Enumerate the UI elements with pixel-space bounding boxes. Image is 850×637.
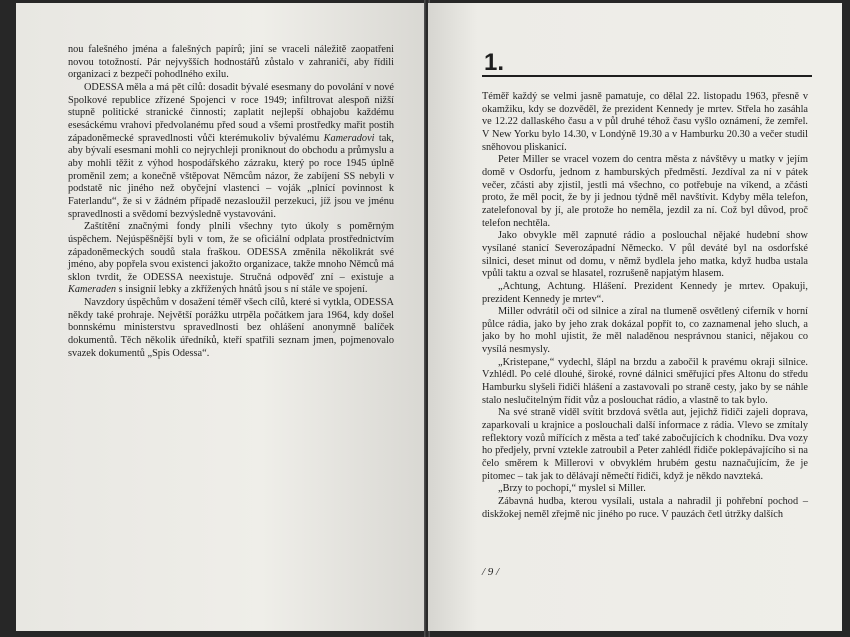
left-page-text <box>68 44 394 360</box>
right-paragraph-6: „Kristepane,“ vydechl, šlápl na brzdu a zabočil k pravému okraji silnice. Vzhlédl. Po celé dlouhé, široké, rovné dálnici směřující přes Altonu do středu Hamburku slyšeli řidiči hlášení a zastavovali po straně cesty, jako by se náhle stalo neslučitelným řídit vůz a poslouchat rádio, a vlastně to tak bylo. <box>482 356 808 406</box>
page-number: / 9 / <box>482 566 500 578</box>
chapter-rule <box>482 75 812 77</box>
right-page <box>428 3 842 631</box>
right-page-text <box>482 91 808 521</box>
left-paragraph-1: nou falešného jména a falešných papírů; jiní se vraceli náležitě zaopatřeni novou totožností. Pár nejvyšších hodnostářů zůstalo v zahraničí, aby řídili organizaci z bezpečí pohodlného exilu. <box>68 44 394 81</box>
left-paragraph-3 <box>68 221 394 297</box>
right-paragraph-2: Peter Miller se vracel vozem do centra města z návštěvy u matky v jejím domě v Osdorfu, jednom z hamburských předměstí. Jezdíval za ní v pátek večer, zčásti aby zjistil, jestli má všechno, co potřebuje na víkend, a zčásti proto, že měl pocit, že by ji jednou týdně měl navštívit. Kdyby měla telefon, zatelefonoval by jí, ale protože ho neměla, jezdil za ní. Což byl důvod, proč telefon nechtěla. <box>482 154 808 229</box>
right-paragraph-1: Téměř každý se velmi jasně pamatuje, co dělal 22. listopadu 1963, přesně v okamžiku, kdy se dozvěděl, že prezident Kennedy je mrtev. Střela ho zasáhla ve 12.22 dallaského času a v půl druhé téhož času vyšlo oznámení, že zemřel. V New Yorku bylo 14.30, v Londýně 19.30 a v Hamburku 20.30 a večer studil sněhovou pliskanicí. <box>482 91 808 153</box>
chapter-number: 1. <box>484 49 505 76</box>
left-paragraph-3-italic: Kameraden <box>68 284 117 296</box>
left-paragraph-4: Navzdory úspěchům v dosažení téměř všech cílů, které si vytkla, ODESSA někdy také prohraje. Největší porážku utrpěla počátkem jara 1964, kdy došel bonnskému ministerstvu spravedlnosti bez ohlášení anonymně balíček dokumentů. Těch několik úředníků, kteří spatřili seznam jmen, pojmenovalo svazek dokumentů „Spis Odessa“. <box>68 297 394 359</box>
right-paragraph-8: „Brzy to pochopí,“ myslel si Miller. <box>498 483 646 495</box>
right-paragraph-5: Miller odvrátil oči od silnice a zíral na tlumeně osvětlený ciferník v horní půlce rádia, jako by jeho zrak dokázal popřít to, co zaznamenal jeho sluch, a jako by ho mohl ujistit, že měl naladěnou nesprávnou stanici, nějakou co vysílá nesmysly. <box>482 306 808 356</box>
left-paragraph-2 <box>68 82 394 221</box>
right-paragraph-3: Jako obvykle měl zapnuté rádio a poslouchal nějaké hudební show vysílané stanicí Severozápadní Německo. V půl deváté byl na osdorfské silnici, deset minut od domu, v němž bydlela jeho matka, když hudba ustala vpůli taktu a ozval se hlasatel, rozrušeně napjatým hlasem. <box>482 230 808 280</box>
left-paragraph-2-start: ODESSA měla a má pět cílů: dosadit bývalé esesmany do povolání v nové Spolkové republice zřízené Spojenci v roce 1949; infiltrovat alespoň nižší stupně politické stranické činnosti; zaplatit nejlepší obhajobu každému esesáckému vrahovi předvolanému před soud a všemi prostředky mařit postih západoněmecké spravedlnosti vůči kterémukoliv bývalému <box>68 81 394 144</box>
left-page <box>16 3 426 631</box>
left-paragraph-2-end: tak, aby bývalí esesmani mohli co nejrychleji proniknout do obchodu a průmyslu a aby mohli těžit z výhod hospodářského zázraku, který po roce 1945 úplně proměnil zem; a konečně vštěpovat Němcům názor, že zabíjení SS nebyli v podstatě nic jiného než obyčejní vlastenci – voják „plnící povinnost k Faterlandu“, že si v žádném případě nezasloužil perzekuci, jíž jsou ve jménu spravedlnosti a svědomí bezvýsledně vystavováni. <box>68 132 394 220</box>
left-paragraph-3-start: Zaštítění značnými fondy plnili všechny tyto úkoly s poměrným úspěchem. Nejúspěšnější byli v tom, že se oficiální odplata prostřednictvím západoněmeckých soudů stala fraškou. ODESSA změnila několikrát své jméno, aby popřela svou existenci jakožto organizace, takže mnoho Němců má sklon tvrdit, že ODESSA neexistuje. Stručná odpověď zní – existuje a <box>68 221 394 283</box>
right-paragraph-9: Zábavná hudba, kterou vysílali, ustala a nahradil ji pohřební pochod – diskžokej neměl zřejmě nic jiného po ruce. V pauzách četl útržky dalších <box>482 496 808 520</box>
left-paragraph-2-italic: Kameradovi <box>323 132 375 144</box>
left-paragraph-3-end: s insignií lebky a zkřížených hnátů jsou s ní stále ve spojení. <box>116 284 368 296</box>
chapter-heading <box>482 47 812 77</box>
right-paragraph-4: „Achtung, Achtung. Hlášení. Prezident Kennedy je mrtev. Opakuji, prezident Kennedy je mrtev“. <box>482 280 808 305</box>
right-paragraph-7: Na své straně viděl svítit brzdová světla aut, jejichž řidiči zajeli doprava, zaparkovali u krajnice a poslouchali další informace z rádia. Vlevo se zmítaly reflektory vozů mířících z města a teď také zabočujících k chodníku. Dva vozy ho předjely, první vztekle zatroubil a Peter zahlédl řidiče poklepávajícího si na čelo směrem k Millerovi v obvyklém hrubém gestu naznačujícím, že je pitomec – tak jak to dělávají němečtí řidiči, když je někdo navzteká. <box>482 407 808 482</box>
